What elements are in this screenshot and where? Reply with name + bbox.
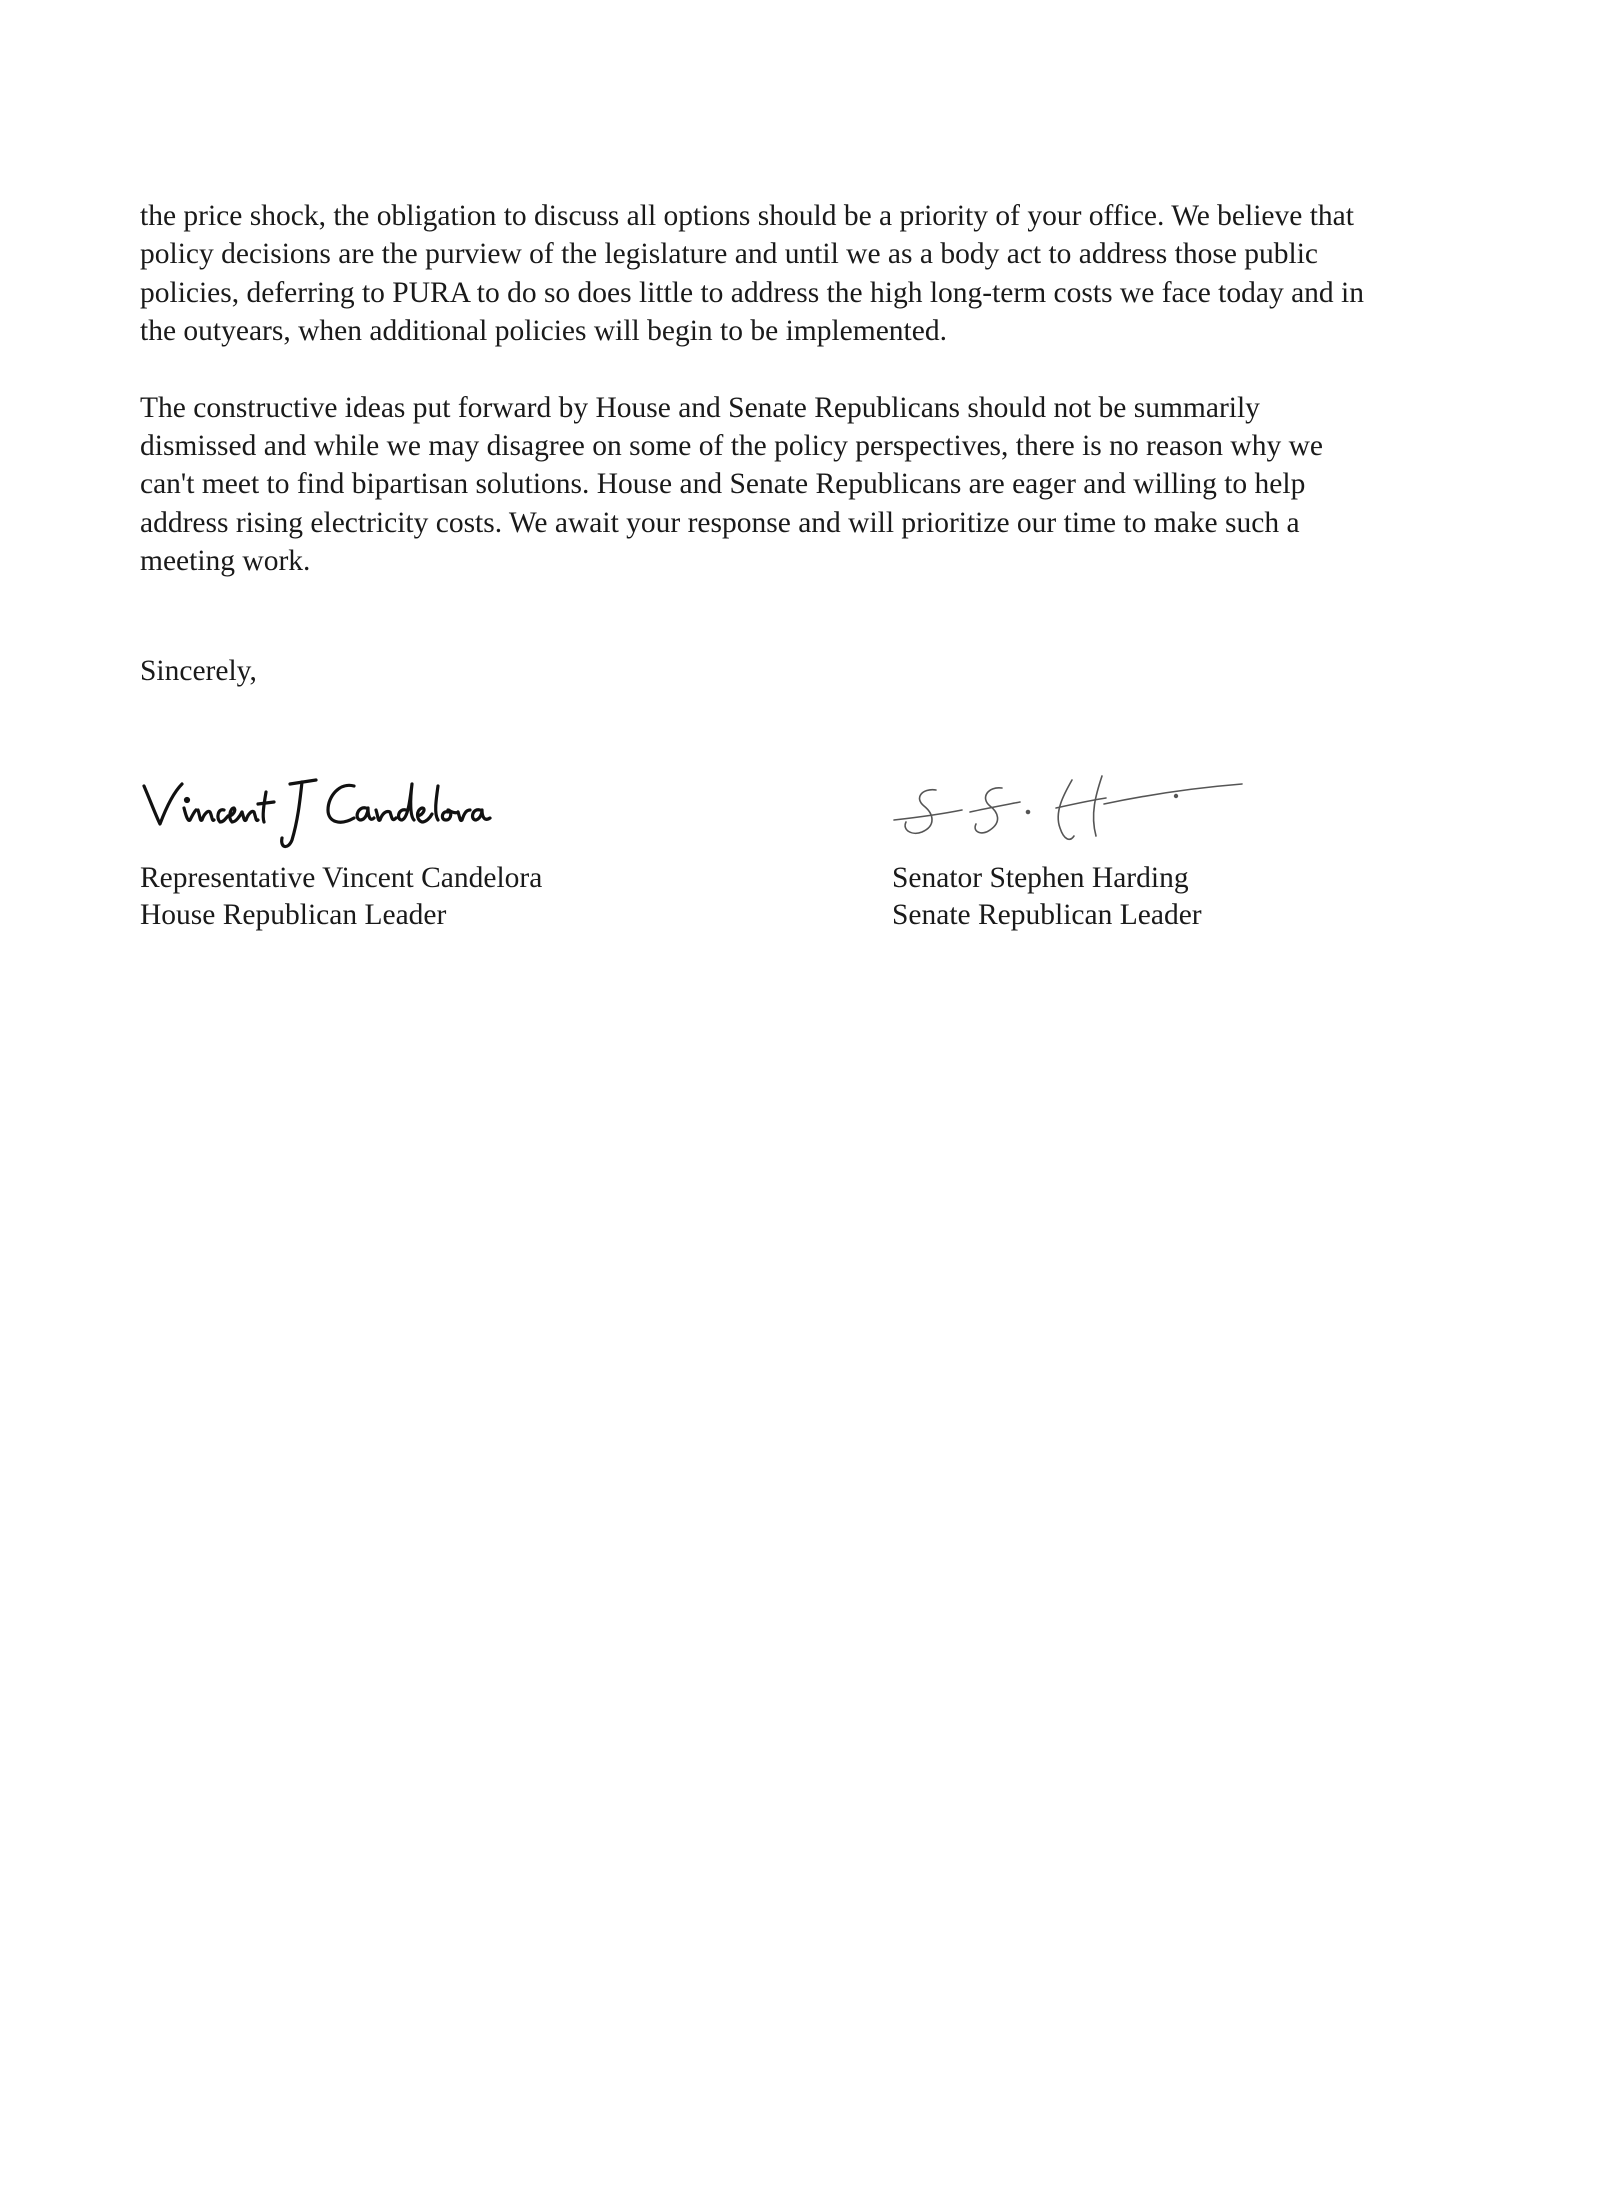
closing-salutation: Sincerely,: [140, 655, 257, 687]
signer-title: Senate Republican Leader: [892, 899, 1202, 931]
paragraph-1: [140, 197, 1450, 351]
paragraph-line: meeting work.: [140, 545, 311, 578]
paragraph-2: [140, 389, 1450, 581]
paragraph-line: the outyears, when additional policies will begin to be implemented.: [140, 315, 947, 348]
signer-name: Senator Stephen Harding: [892, 862, 1189, 894]
handwritten-signature-candelora: [140, 760, 500, 856]
paragraph-line: policies, deferring to PURA to do so does little to address the high long-term costs we face today and in: [140, 276, 1365, 309]
signer-title: House Republican Leader: [140, 899, 447, 931]
letter-body: [140, 197, 1450, 619]
signature-block-left: [140, 760, 700, 934]
paragraph-line: address rising electricity costs. We await your response and will prioritize our time to make such a: [140, 506, 1300, 539]
paragraph-line: policy decisions are the purview of the legislature and until we as a body act to address those public: [140, 238, 1319, 271]
paragraph-line: can't meet to find bipartisan solutions. House and Senate Republicans are eager and willing to help: [140, 468, 1306, 501]
paragraph-line: dismissed and while we may disagree on some of the policy perspectives, there is no reason why we: [140, 430, 1323, 463]
signer-name: Representative Vincent Candelora: [140, 862, 543, 894]
paragraph-line: the price shock, the obligation to discuss all options should be a priority of your office. We believe that: [140, 200, 1354, 232]
paragraph-line: The constructive ideas put forward by House and Senate Republicans should not be summarily: [140, 391, 1260, 424]
signature-block-right: [892, 760, 1452, 934]
handwritten-signature-harding: [892, 760, 1252, 856]
